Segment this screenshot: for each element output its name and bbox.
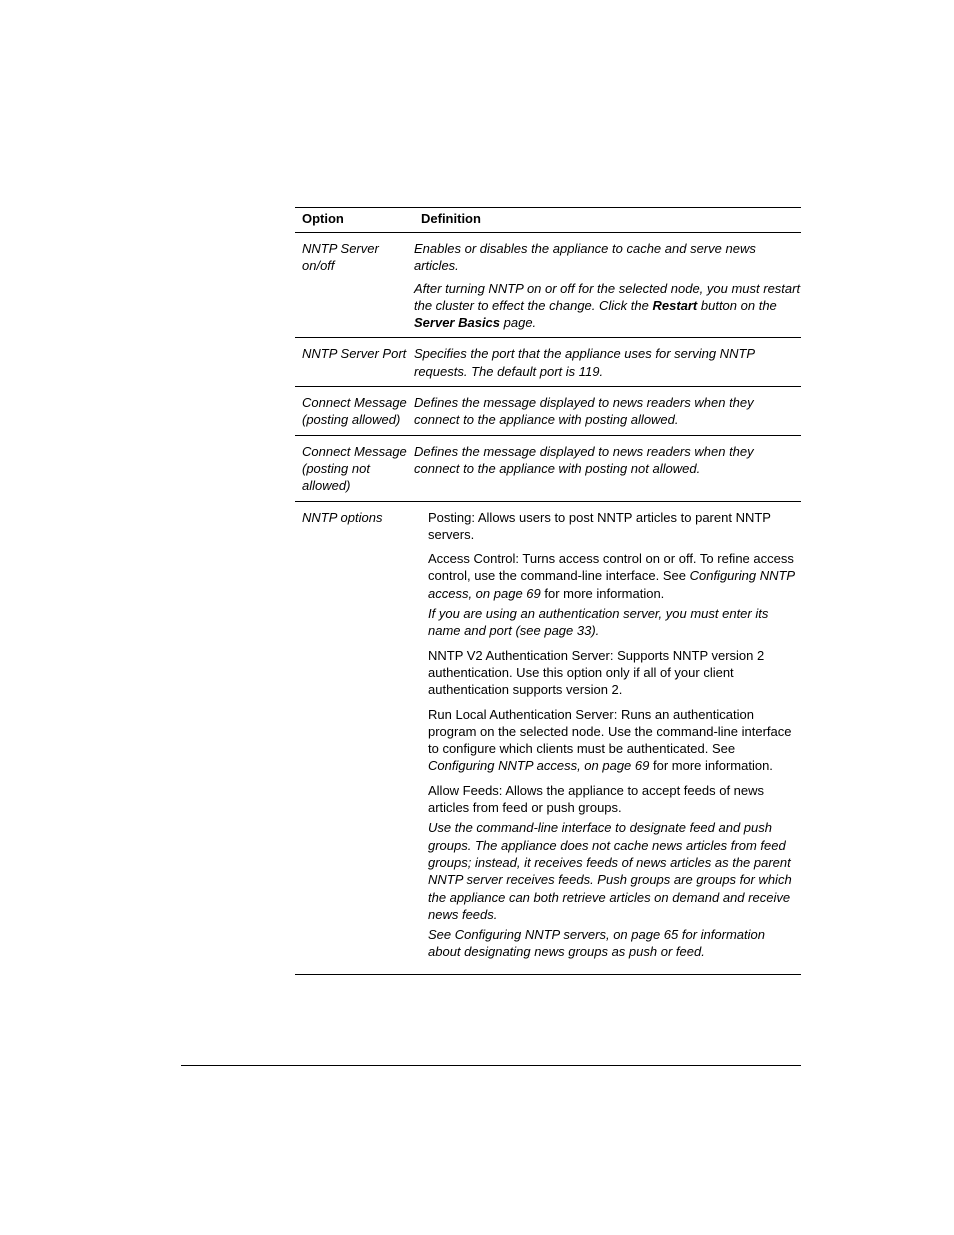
allow-feeds-option-text: Allow Feeds: Allows the appliance to accept feeds of news articles from feed or push groups. (428, 782, 765, 816)
v2-auth-option-text: NNTP V2 Authentication Server: Supports NNTP version 2 authentication. Use this option only if all of your client authentication supports version 2. (428, 647, 765, 698)
options-table-container (295, 207, 801, 975)
feeds-note: Use the command-line interface to designate feed and push groups. The appliance does not cache news articles from feed groups; instead, it receives feeds of news articles as the parent NNTP server receives feeds. Push groups are groups for which the appliance can both retrieve articles on demand and receive news feeds. (428, 820, 792, 922)
option-column-header: Option (302, 211, 344, 226)
table-row (295, 338, 801, 387)
definition-cell (414, 387, 801, 436)
restart-term: Restart (652, 297, 698, 313)
see-also-note: See Configuring NNTP servers, on page 65 for information about designating news groups as push or feed. (428, 927, 765, 960)
access-control-option-text (428, 550, 801, 602)
definition-text-part: button on the (697, 297, 777, 313)
posting-option-text: Posting: Allows users to post NNTP articles to parent NNTP servers. (428, 509, 771, 542)
cross-reference: Configuring NNTP access, on page 69 (428, 758, 650, 774)
definition-cell (414, 338, 801, 387)
definition-text: Enables or disables the appliance to cache and serve news articles. (414, 241, 756, 274)
option-cell: NNTP Server Port (302, 346, 407, 362)
local-auth-option-text (428, 706, 801, 775)
footer-rule (181, 1065, 801, 1066)
definition-cell (414, 501, 801, 974)
option-cell: NNTP Server on/off (302, 241, 379, 274)
definition-cell (414, 233, 801, 338)
definition-text: Defines the message displayed to news readers when they connect to the appliance with posting not allowed. (414, 443, 754, 476)
definition-text-part: page. (500, 315, 537, 331)
definition-column-header: Definition (421, 211, 481, 226)
table-row (295, 387, 801, 436)
nntp-options-list (414, 509, 801, 961)
definition-text: Specifies the port that the appliance uses for serving NNTP requests. The default port is 119. (414, 346, 755, 379)
definition-text-part: for more information. (649, 758, 773, 774)
definition-text-part: After turning NNTP on or off for the selected node, you must restart the cluster to effect the change. Click the (414, 280, 801, 313)
option-cell: NNTP options (302, 509, 383, 525)
definition-text-part: Access Control: Turns access control on or off. To refine access control, use the command-line interface. See (428, 551, 794, 584)
definition-cell (414, 435, 801, 501)
cross-reference: Configuring NNTP access, on page 69 (428, 568, 795, 601)
options-table (295, 207, 801, 975)
option-cell: Connect Message (posting not allowed) (302, 443, 407, 494)
definition-text (414, 280, 801, 332)
table-row (295, 501, 801, 974)
definition-text: Defines the message displayed to news readers when they connect to the appliance with posting allowed. (414, 395, 754, 428)
option-cell: Connect Message (posting allowed) (302, 395, 407, 428)
table-row (295, 435, 801, 501)
definition-text-part: Run Local Authentication Server: Runs an authentication program on the selected node. Use the command-line interface to configure which clients must be authenticated. See (428, 706, 792, 757)
table-header-row (295, 208, 801, 233)
definition-text-part: for more information. (540, 585, 665, 601)
table-row (295, 233, 801, 338)
auth-server-note: If you are using an authentication server, you must enter its name and port (see page 33). (428, 606, 769, 639)
server-basics-term: Server Basics (414, 315, 501, 331)
